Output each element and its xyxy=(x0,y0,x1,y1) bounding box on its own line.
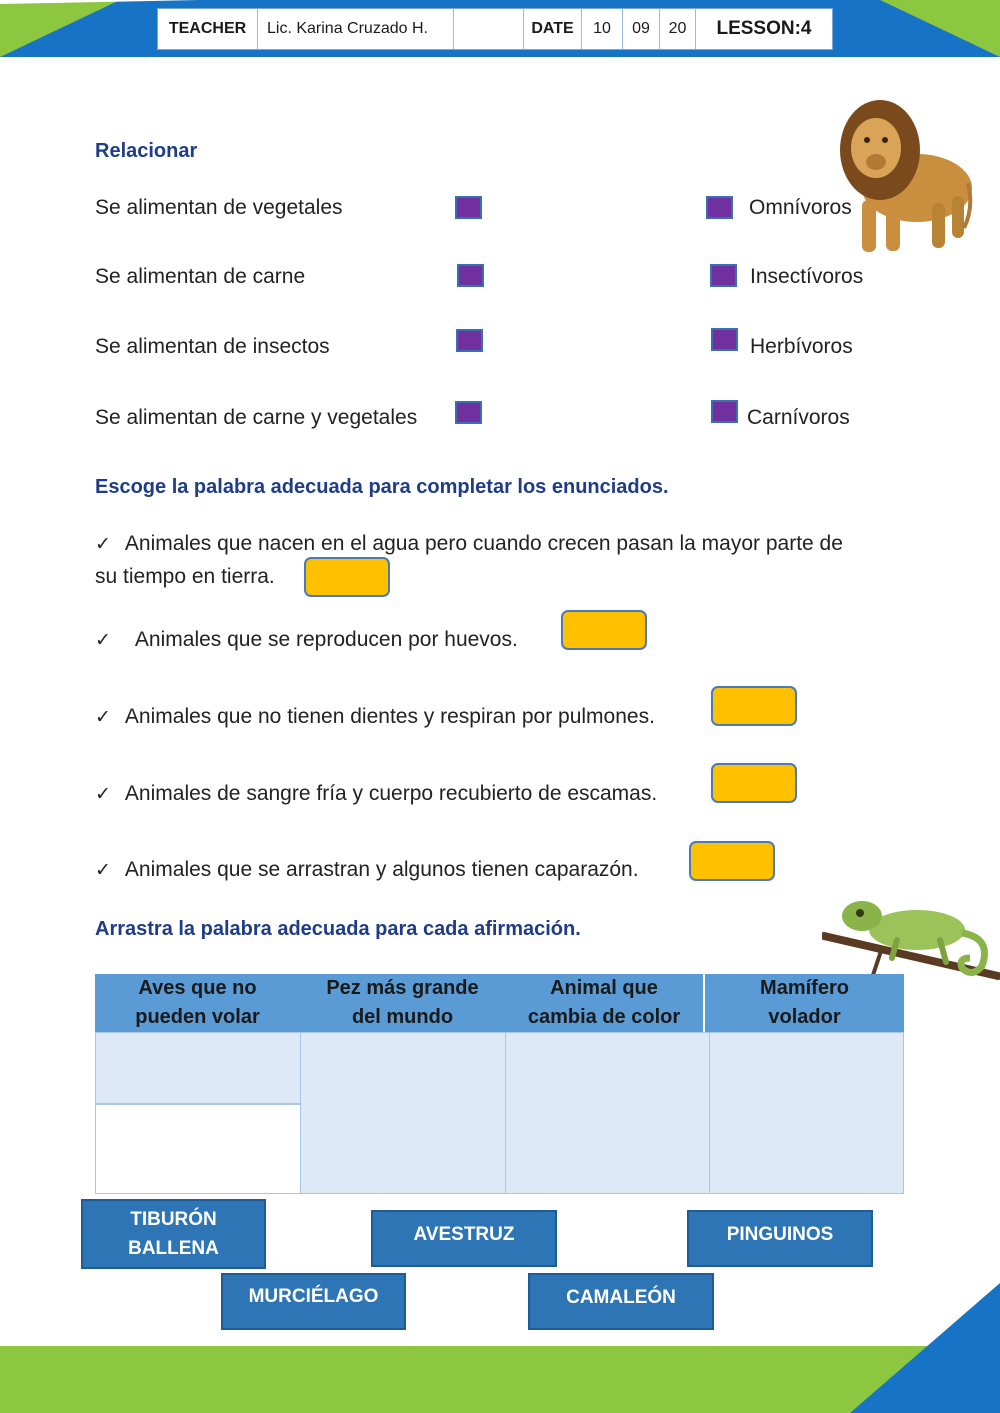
table-header-mamifero xyxy=(705,974,904,1032)
tile-pinguinos[interactable]: PINGUINOS xyxy=(687,1210,873,1267)
header-color-line1: Animal que xyxy=(550,977,658,999)
match-left-item-1: Se alimentan de vegetales xyxy=(95,196,343,219)
check-icon: ✓ xyxy=(95,630,111,651)
header-info-table xyxy=(157,8,833,50)
date-month: 09 xyxy=(623,9,660,49)
match-right-item-3: Herbívoros xyxy=(750,335,853,358)
table-header-aves xyxy=(95,974,300,1032)
header-white-stripe xyxy=(0,0,200,4)
statement-2 xyxy=(95,624,518,657)
match-right-item-1: Omnívoros xyxy=(749,196,852,219)
section-escoge-title: Escoge la palabra adecuada para completar los enunciados. xyxy=(95,476,669,498)
match-left-item-4: Se alimentan de carne y vegetales xyxy=(95,406,418,429)
match-left-item-2: Se alimentan de carne xyxy=(95,265,306,288)
statement-4-text: Animales de sangre fría y cuerpo recubierto de escamas. xyxy=(124,782,658,805)
match-right-connector-2[interactable] xyxy=(710,264,737,287)
teacher-label: TEACHER xyxy=(158,9,258,49)
drop-zone-animal-color[interactable] xyxy=(505,1032,710,1194)
blank-cell xyxy=(454,9,524,49)
table-header-animal-color xyxy=(505,974,705,1032)
check-icon: ✓ xyxy=(95,534,111,555)
statement-5-text: Animales que se arrastran y algunos tienen caparazón. xyxy=(124,858,639,881)
header-pez-line2: del mundo xyxy=(351,1006,454,1028)
teacher-name: Lic. Karina Cruzado H. xyxy=(258,9,454,49)
statement-4 xyxy=(95,778,657,811)
section-relacionar-title: Relacionar xyxy=(95,140,198,162)
header-green-accent-left xyxy=(0,0,120,57)
drop-zone-aves-1[interactable] xyxy=(95,1032,301,1104)
tile-camaleon[interactable]: CAMALEÓN xyxy=(528,1273,714,1330)
match-right-connector-3[interactable] xyxy=(711,328,738,351)
match-right-connector-4[interactable] xyxy=(711,400,738,423)
statement-2-text: Animales que se reproducen por huevos. xyxy=(134,628,518,651)
header-color-line2: cambia de color xyxy=(527,1006,681,1028)
match-right-connector-1[interactable] xyxy=(706,196,733,219)
statement-3-text: Animales que no tienen dientes y respiran por pulmones. xyxy=(124,705,655,728)
answer-box-5[interactable] xyxy=(689,841,775,881)
header-pez-line1: Pez más grande xyxy=(326,977,479,999)
match-right-item-4: Carnívoros xyxy=(747,406,850,429)
answer-box-4[interactable] xyxy=(711,763,797,803)
statement-1-line1: Animales que nacen en el agua pero cuando crecen pasan la mayor parte de xyxy=(124,532,843,555)
answer-box-1[interactable] xyxy=(304,557,390,597)
footer-blue-corner xyxy=(850,1283,1000,1413)
match-right-item-2: Insectívoros xyxy=(750,265,864,288)
drop-zone-aves-2[interactable] xyxy=(95,1104,301,1194)
match-left-connector-1[interactable] xyxy=(455,196,482,219)
lesson-label: LESSON:4 xyxy=(716,18,812,39)
statement-5 xyxy=(95,854,639,887)
date-label: DATE xyxy=(524,9,582,49)
statement-1-line2: su tiempo en tierra. xyxy=(95,565,275,588)
statement-1 xyxy=(95,528,925,593)
tile-tiburon-line1: TIBURÓN xyxy=(130,1209,217,1230)
answer-box-3[interactable] xyxy=(711,686,797,726)
lion-image xyxy=(832,88,974,260)
match-left-item-3: Se alimentan de insectos xyxy=(95,335,330,358)
check-icon: ✓ xyxy=(95,707,111,728)
match-left-connector-4[interactable] xyxy=(455,401,482,424)
tile-tiburon-ballena[interactable] xyxy=(81,1199,266,1269)
statement-3 xyxy=(95,701,655,734)
date-year: 20 xyxy=(660,9,696,49)
match-left-connector-3[interactable] xyxy=(456,329,483,352)
tile-tiburon-line2: BALLENA xyxy=(128,1238,219,1259)
section-arrastra-title: Arrastra la palabra adecuada para cada afirmación. xyxy=(95,918,581,940)
header-mamifero-line2: volador xyxy=(768,1006,841,1028)
header-aves-line2: pueden volar xyxy=(135,1006,260,1028)
match-left-connector-2[interactable] xyxy=(457,264,484,287)
header-mamifero-line1: Mamífero xyxy=(760,977,849,999)
header-green-accent-right xyxy=(880,0,1000,57)
check-icon: ✓ xyxy=(95,860,111,881)
tile-murcielago[interactable]: MURCIÉLAGO xyxy=(221,1273,406,1330)
check-icon: ✓ xyxy=(95,784,111,805)
drop-zone-pez[interactable] xyxy=(300,1032,506,1194)
table-header-pez xyxy=(300,974,505,1032)
answer-box-2[interactable] xyxy=(561,610,647,650)
drop-zone-mamifero[interactable] xyxy=(709,1032,904,1194)
date-day: 10 xyxy=(582,9,623,49)
header-aves-line1: Aves que no xyxy=(138,977,257,999)
tile-avestruz[interactable]: AVESTRUZ xyxy=(371,1210,557,1267)
